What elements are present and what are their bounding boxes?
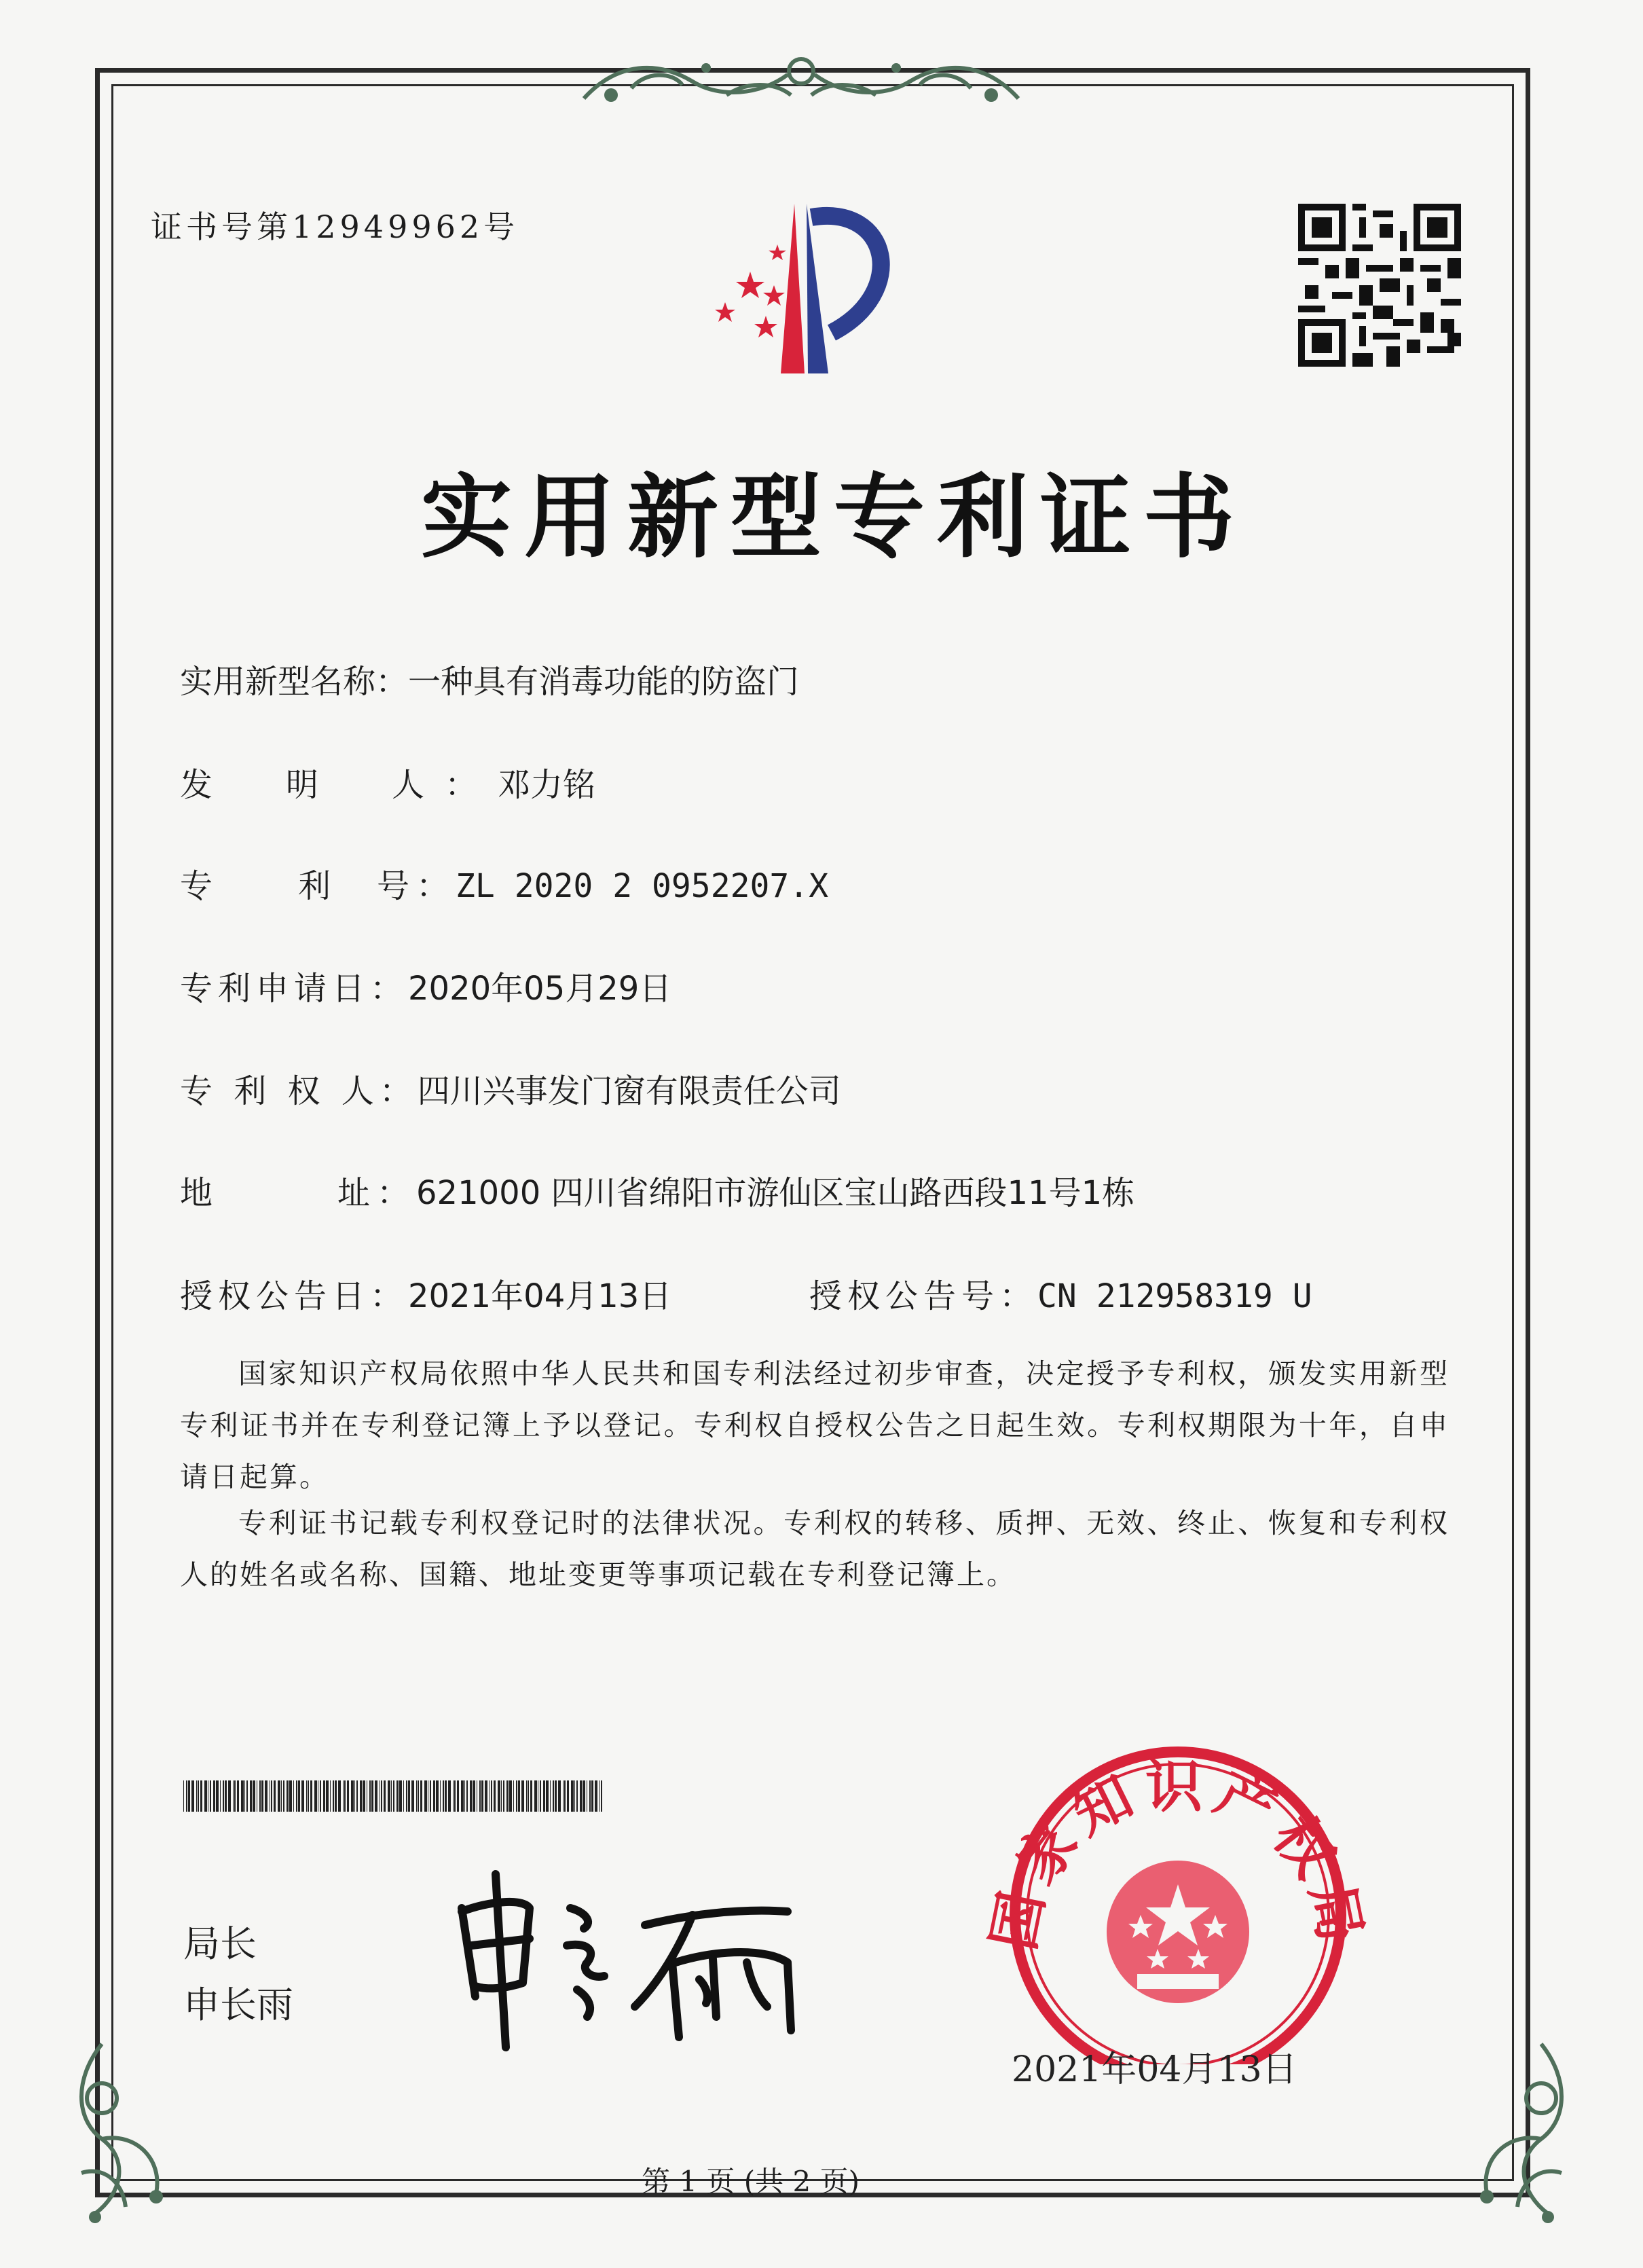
grant-date-value: 2021年04月13日 [408,1277,672,1315]
certificate-number: 证书号第12949962号 [151,208,519,245]
model-name-label: 实用新型名称： [180,663,409,701]
director-signature [448,1861,828,2057]
inventor-label: 发 明 人： [180,766,498,804]
seal-date: 2021年04月13日 [1012,2049,1297,2090]
barcode-icon [183,1780,604,1812]
page-title: 实用新型专利证书 [421,464,1247,570]
director-title: 局长 [183,1922,257,1965]
field-inventor [180,758,595,805]
grant-date-label: 授权公告日： [180,1277,409,1315]
field-model-name [180,655,799,702]
director-name: 申长雨 [183,1983,293,2026]
field-grant-number [809,1270,1312,1317]
top-ornament-icon [557,34,1046,122]
bottom-right-ornament-icon [1439,2030,1582,2234]
grant-number-value: CN 212958319 U [1037,1277,1312,1315]
filing-date-label: 专利申请日： [180,970,409,1008]
legal-status-paragraph: 专利证书记载专利权登记时的法律状况。专利权的转移、质押、无效、终止、恢复和专利权人的姓名或名称、国籍、地址变更等事项记载在专利登记簿上。 [180,1507,1450,1591]
address-value: 621000 四川省绵阳市游仙区宝山路西段11号1栋 [416,1174,1135,1212]
patentee-label: 专 利 权 人： [180,1072,418,1110]
field-grant-date [180,1270,671,1317]
inventor-value: 邓力铭 [498,766,596,804]
page-indicator: 第 1 页 (共 2 页) [642,2165,860,2198]
grant-number-label: 授权公告号： [809,1277,1038,1315]
patent-number-value: ZL 2020 2 0952207.X [456,867,829,905]
seal-text: 国家知识产权局 [980,1753,1376,1956]
field-patentee [180,1065,841,1112]
qr-code-icon [1298,204,1461,367]
official-seal-icon [971,1745,1385,2064]
field-patent-number [180,860,828,907]
bottom-left-ornament-icon [61,2030,204,2234]
grant-statement-paragraph: 国家知识产权局依照中华人民共和国专利法经过初步审查，决定授予专利权，颁发实用新型专利证书并在专利登记簿上予以登记。专利权自授权公告之日起生效。专利权期限为十年，自申请日起算。 [180,1357,1450,1493]
filing-date-value: 2020年05月29日 [408,970,672,1008]
field-filing-date [180,962,671,1009]
model-name-value: 一种具有消毒功能的防盗门 [408,663,800,701]
field-address [180,1167,1134,1213]
patent-office-emblem-icon [686,190,930,394]
address-label: 地 址： [180,1174,417,1212]
patentee-value: 四川兴事发门窗有限责任公司 [417,1072,841,1110]
patent-number-label: 专 利 号： [180,867,456,905]
